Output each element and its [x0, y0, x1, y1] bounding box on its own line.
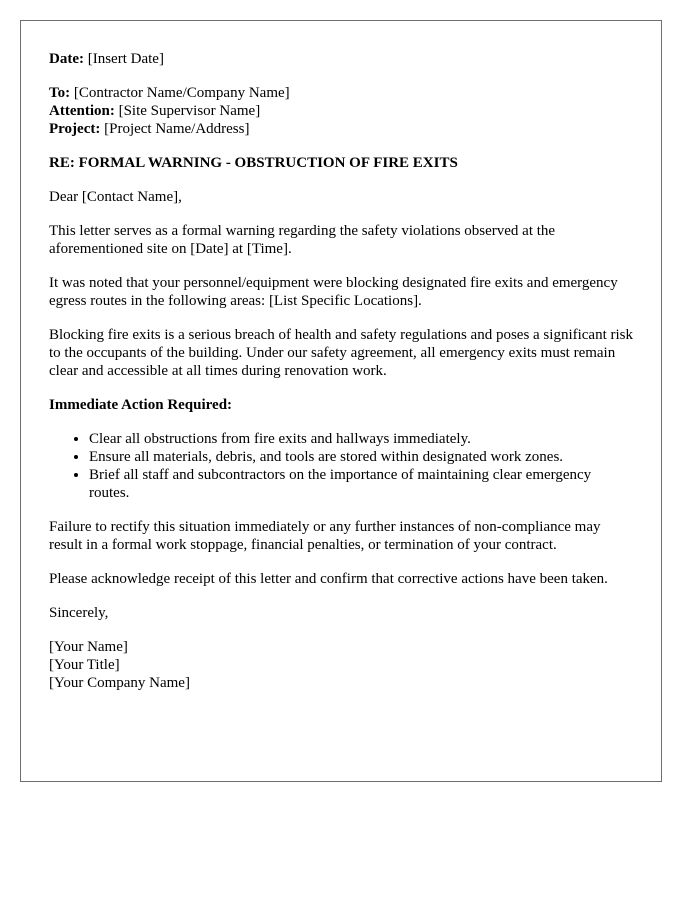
salutation: Dear [Contact Name], [49, 189, 182, 205]
action-item: • Clear all obstructions from fire exits and hallways immediately. [89, 430, 633, 448]
body-paragraph: It was noted that your personnel/equipment were blocking designated fire exits and emergency egress routes in the following areas: [List Specific Locations]. [49, 275, 618, 309]
action-list [49, 430, 633, 502]
action-item: • Ensure all materials, debris, and tools are stored within designated work zones. [89, 448, 633, 466]
project-label: Project: [49, 121, 101, 137]
closing-paragraph: Failure to rectify this situation immediately or any further instances of non-compliance may result in a formal work stoppage, financial penalties, or termination of your contract. [49, 519, 601, 553]
recipient-block [49, 84, 633, 138]
to-label: To: [49, 85, 71, 101]
warning-letter [20, 20, 662, 782]
date-value: [Insert Date] [83, 51, 164, 67]
signoff: Sincerely, [49, 605, 109, 621]
body-paragraph: This letter serves as a formal warning regarding the safety violations observed at the aforementioned site on [Date] at [Time]. [49, 223, 556, 257]
attention-line [49, 102, 633, 120]
action-heading: Immediate Action Required: [49, 397, 233, 413]
date-line [49, 50, 633, 68]
project-line [49, 120, 633, 138]
action-item: • Brief all staff and subcontractors on the importance of maintaining clear emergency routes. [89, 466, 633, 502]
body-paragraph: Blocking fire exits is a serious breach of health and safety regulations and poses a significant risk to the occupants of the building. Under our safety agreement, all emergency exits must remain clear and accessible at all times during renovation work. [49, 327, 634, 379]
attention-value: [Site Supervisor Name] [114, 103, 261, 119]
to-line [49, 84, 633, 102]
closing-paragraph: Please acknowledge receipt of this letter and confirm that corrective actions have been taken. [49, 571, 608, 587]
signer-company: [Your Company Name] [49, 675, 190, 691]
attention-label: Attention: [49, 103, 115, 119]
date-label: Date: [49, 51, 84, 67]
subject-line: RE: FORMAL WARNING - OBSTRUCTION OF FIRE EXITS [49, 155, 458, 171]
to-value: [Contractor Name/Company Name] [70, 85, 290, 101]
project-value: [Project Name/Address] [100, 121, 250, 137]
signer-name: [Your Name] [49, 639, 128, 655]
signature-block [49, 638, 633, 692]
signer-title: [Your Title] [49, 657, 120, 673]
